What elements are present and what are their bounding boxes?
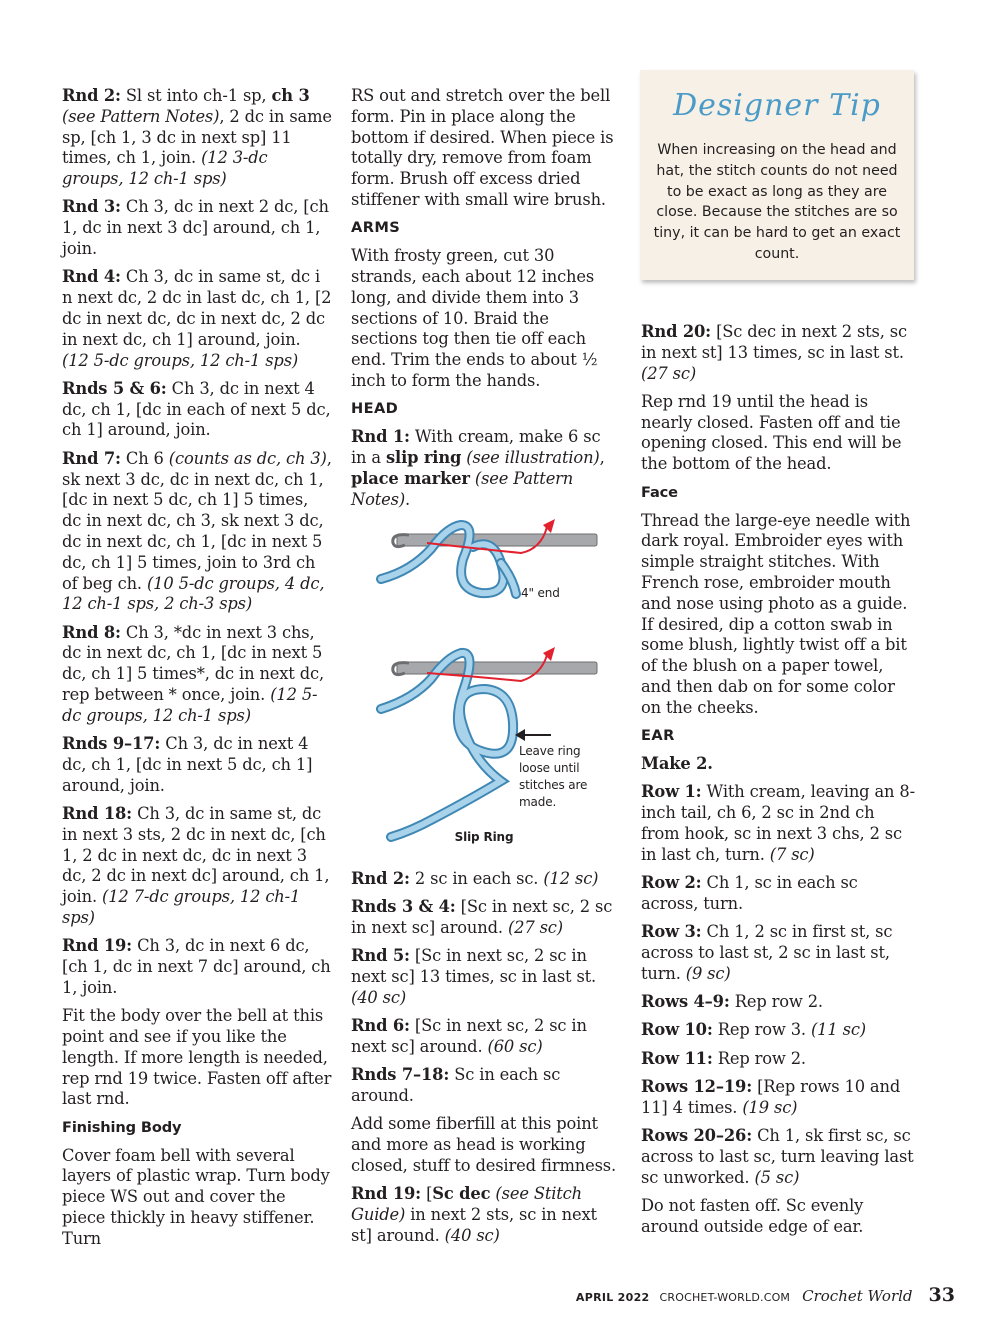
bold-run: Row 3: — [641, 922, 702, 942]
instruction-paragraph — [351, 1016, 617, 1058]
instruction-paragraph — [641, 782, 917, 865]
text-run: Ch 3, dc in next 2 dc, [ch 1, dc in next 3 dc] around, ch 1, join. — [62, 197, 329, 259]
bold-run: Rnds 3 & 4: — [351, 896, 456, 916]
text-run: Ch 6 — [120, 448, 169, 468]
italic-run: (12 5-dc groups, 12 ch-1 sps) — [62, 685, 318, 725]
instruction-paragraph — [351, 897, 617, 939]
bold-run: Rnd 6: — [351, 1015, 410, 1035]
text-run: [Rep rows 10 and 11] 4 times. — [641, 1076, 901, 1117]
designer-tip-title: Designer Tip — [673, 88, 881, 123]
instruction-paragraph — [641, 992, 917, 1013]
instruction-paragraph — [641, 1196, 917, 1238]
instruction-paragraph — [62, 86, 332, 190]
page-footer — [576, 1284, 955, 1306]
instruction-paragraph — [62, 936, 332, 998]
text-run: [Sc in next sc, 2 sc in next sc] around. — [351, 896, 613, 937]
italic-run: (see illustration) — [466, 448, 600, 468]
text-run: , — [599, 448, 605, 468]
text-run: With frosty green, cut 30 strands, each about 12 inches long, and divide them into 3 sections of 10. Braid the sections tog then tie off each end. Trim the ends to about ½ inch to form the hands. — [351, 246, 598, 391]
footer-site: CROCHET-WORLD.COM — [659, 1291, 791, 1304]
text-run: Thread the large-eye needle with dark royal. Embroider eyes with simple straight stitches. With French rose, embroider mouth and nose using photo as a guide. If desired, dip a cotton swab in some blush, lightly twist off a bit of the blush on a paper towel, and then dab on for some color on the cheeks. — [641, 510, 911, 717]
bold-run: Rnd 20: — [641, 322, 712, 341]
bold-run: ch 3 — [271, 86, 310, 105]
italic-run: (9 sc) — [685, 963, 731, 983]
bold-run: Row 2: — [641, 873, 702, 893]
bold-run: Row 10: — [641, 1020, 713, 1040]
italic-run: (12 5-dc groups, 12 ch-1 sps) — [62, 350, 299, 370]
bold-run: Rnds 5 & 6: — [62, 378, 167, 398]
text-run: , sk next 3 dc, dc in next dc, ch 1, [dc in next 5 dc, ch 1] 5 times, dc in next dc, ch 3, sk next 3 dc, dc in next dc, ch 1, [dc in next 5 dc, ch 1] 5 times, join to 3rd ch of beg ch. — [62, 448, 332, 593]
text-run: [ — [421, 1183, 433, 1203]
instruction-paragraph — [351, 1065, 617, 1107]
instruction-paragraph — [62, 1006, 332, 1110]
instruction-paragraph — [351, 86, 617, 211]
label-leave-ring-4: made. — [519, 794, 557, 809]
bold-run: Rnd 19: — [351, 1183, 422, 1203]
column-3 — [641, 322, 917, 1245]
text-run: . — [405, 489, 411, 509]
italic-run: (see Pattern Notes) — [62, 106, 220, 126]
bold-run: Rnd 1: — [351, 427, 410, 447]
italic-run: (12 sc) — [543, 868, 599, 888]
text-run: With cream, leaving an 8-inch tail, ch 6, 2 sc in 2nd ch from hook, sc in next 3 chs, 2 sc in last ch, turn. — [641, 782, 915, 864]
italic-run: (12 7-dc groups, 12 ch-1 sps) — [62, 887, 301, 927]
text-run: Rep row 2. — [729, 992, 823, 1012]
italic-run: (12 3-dc groups, 12 ch-1 sps) — [62, 148, 268, 189]
text-run: Rep row 2. — [712, 1048, 806, 1068]
instruction-paragraph — [641, 922, 917, 984]
text-run: Sl st into ch-1 sp, — [120, 86, 272, 105]
bold-run: Row 1: — [641, 782, 702, 802]
bold-run: Rows 4–9: — [641, 992, 730, 1012]
instruction-paragraph — [62, 734, 332, 796]
bold-run: Rnds 9–17: — [62, 734, 161, 754]
text-run: RS out and stretch over the bell form. Pin in place along the bottom if desired. When piece is totally dry, remove from foam form. Brush off excess dried stiffener with small wire brush. — [351, 86, 614, 209]
italic-run: (see Pattern Notes) — [351, 468, 574, 509]
instruction-paragraph — [62, 197, 332, 259]
italic-run: (counts as dc, ch 3) — [168, 448, 327, 468]
label-leave-ring-3: stitches are — [519, 777, 588, 792]
italic-run: (60 sc) — [487, 1036, 543, 1056]
label-leave-ring-2: loose until — [519, 760, 580, 775]
text-run: Ch 1, 2 sc in first st, sc across to last st, 2 sc in last st, turn. — [641, 922, 893, 983]
bold-run: Rnds 7–18: — [351, 1064, 450, 1084]
text-run: Ch 3, dc in next 4 dc, ch 1, [dc in next 5 dc, ch 1] around, join. — [62, 734, 313, 795]
instruction-paragraph — [641, 511, 917, 719]
label-leave-ring-1: Leave ring — [519, 743, 581, 758]
instruction-paragraph — [641, 392, 917, 475]
bold-run: place marker — [351, 468, 470, 488]
text-run: [Sc dec in next 2 sts, sc in next st] 13 times, sc in last st. — [641, 322, 907, 362]
text-run: Ch 1, sc in each sc across, turn. — [641, 873, 858, 913]
text-run: Ch 1, sk first sc, sc across to last sc, turn leaving last sc unworked. — [641, 1126, 914, 1187]
italic-run: (see Stitch Guide) — [351, 1183, 582, 1224]
instruction-paragraph — [641, 1049, 917, 1070]
bold-run: Make 2. — [641, 754, 713, 774]
column-1 — [62, 86, 332, 1257]
text-run: , 2 dc in same sp, [ch 1, 3 dc in next sp] 11 times, ch 1, join. — [62, 106, 332, 168]
slip-ring-diagram — [351, 519, 617, 859]
designer-tip-body: When increasing on the head and hat, the stitch counts do not need to be exact as long as they are close. Because the stitches are so tiny, it can be hard to get an exact count. — [653, 142, 901, 262]
instruction-paragraph — [641, 873, 917, 915]
text-run: Ch 3, dc in same st, dc i n next dc, 2 dc in last dc, ch 1, [2 dc in next dc, dc in next dc, 2 dc in next dc, ch 1] around, join. — [62, 267, 332, 349]
section-heading: Face — [641, 483, 678, 501]
section-heading: ARMS — [351, 219, 401, 237]
bold-run: Sc dec — [432, 1183, 491, 1203]
section-heading: HEAD — [351, 400, 399, 418]
slip-ring-illustration — [351, 519, 617, 859]
designer-tip-box — [640, 70, 914, 280]
instruction-paragraph — [641, 322, 917, 384]
bold-run: Rnd 4: — [62, 267, 121, 287]
instruction-paragraph — [351, 1114, 617, 1176]
section-heading: Finishing Body — [62, 1118, 182, 1136]
bold-run: Rows 12–19: — [641, 1076, 753, 1096]
italic-run: (11 sc) — [810, 1020, 867, 1040]
page-number: 33 — [928, 1284, 955, 1306]
text-run: Add some fiberfill at this point and more as head is working closed, stuff to desired firmness. — [351, 1114, 617, 1175]
text-run: Fit the body over the bell at this point and see if you like the length. If more length is needed, rep rnd 19 twice. Fasten off after last rnd. — [62, 1006, 332, 1109]
label-4-inch-end: 4" end — [521, 585, 560, 600]
bold-run: Rnd 2: — [62, 86, 121, 105]
instruction-paragraph — [62, 449, 332, 615]
instruction-paragraph — [351, 946, 617, 1008]
italic-run: (40 sc) — [444, 1225, 500, 1245]
italic-run: (27 sc) — [641, 363, 697, 383]
bold-run: Rnd 7: — [62, 448, 121, 468]
bold-run: Rnd 3: — [62, 197, 121, 217]
column-2-top — [351, 86, 617, 511]
column-2 — [351, 86, 617, 1254]
text-run: Sc in each sc around. — [351, 1064, 561, 1105]
bold-run: Rnd 2: — [351, 868, 410, 888]
text-run: [Sc in next sc, 2 sc in next sc] around. — [351, 1015, 587, 1056]
instruction-paragraph — [351, 869, 617, 890]
section-heading: EAR — [641, 727, 675, 745]
text-run: Ch 3, *dc in next 3 chs, dc in next dc, ch 1, [dc in next 5 dc, ch 1] 5 times*, dc in next dc, rep between * once, join. — [62, 622, 324, 705]
bold-run: Row 11: — [641, 1048, 713, 1068]
italic-run: (5 sc) — [754, 1167, 800, 1187]
text-run: Rep rnd 19 until the head is nearly closed. Fasten off and tie opening closed. This end will be the bottom of the head. — [641, 391, 902, 474]
bold-run: Rnd 19: — [62, 936, 133, 956]
italic-run: (19 sc) — [742, 1097, 798, 1117]
bold-run: Rows 20–26: — [641, 1126, 753, 1145]
bold-run: Rnd 5: — [351, 945, 410, 965]
instruction-paragraph — [62, 623, 332, 727]
italic-run: (40 sc) — [351, 987, 407, 1007]
instruction-paragraph — [62, 267, 332, 371]
illustration-caption: Slip Ring — [454, 829, 514, 844]
text-run: 2 sc in each sc. — [409, 868, 544, 888]
instruction-paragraph — [641, 1077, 917, 1119]
bold-run: slip ring — [386, 448, 462, 468]
footer-magazine: Crochet World — [802, 1287, 913, 1305]
instruction-paragraph — [62, 379, 332, 441]
instruction-paragraph — [351, 427, 617, 510]
text-run: in next 2 sts, sc in next st] around. — [351, 1204, 597, 1245]
crochet-hook-bottom — [393, 662, 597, 675]
footer-issue: APRIL 2022 — [575, 1291, 650, 1304]
instruction-paragraph — [351, 246, 617, 392]
text-run: Do not fasten off. Sc evenly around outside edge of ear. — [641, 1195, 864, 1236]
instruction-paragraph — [62, 1146, 332, 1250]
instruction-paragraph — [641, 754, 917, 775]
bold-run: Rnd 18: — [62, 804, 133, 823]
text-run: Ch 3, dc in next 6 dc, [ch 1, dc in next 7 dc] around, ch 1, join. — [62, 936, 331, 997]
bold-run: Rnd 8: — [62, 622, 121, 642]
italic-run: (7 sc) — [769, 844, 815, 864]
text-run: [Sc in next sc, 2 sc in next sc] 13 times, sc in last st. — [351, 945, 597, 986]
instruction-paragraph — [351, 1184, 617, 1246]
text-run: Ch 3, dc in next 4 dc, ch 1, [dc in each of next 5 dc, ch 1] around, join. — [62, 378, 331, 440]
column-2-bottom — [351, 869, 617, 1247]
italic-run: (27 sc) — [507, 917, 563, 937]
text-run: Ch 3, dc in same st, dc in next 3 sts, 2 dc in next dc, [ch 1, 2 dc in next dc, dc in next 3 dc, 2 dc in next dc] around, ch 1, join. — [62, 804, 330, 907]
yarn-bottom — [381, 652, 513, 836]
italic-run: (10 5-dc groups, 4 dc, 12 ch-1 sps, 2 ch-3 sps) — [62, 573, 325, 614]
instruction-paragraph — [641, 1126, 917, 1188]
text-run: With cream, make 6 sc in a — [351, 427, 601, 468]
text-run: Rep row 3. — [712, 1020, 811, 1040]
instruction-paragraph — [62, 804, 332, 929]
text-run: Cover foam bell with several layers of plastic wrap. Turn body piece WS out and cover the piece thickly in heavy stiffener. Turn — [62, 1145, 330, 1248]
instruction-paragraph — [641, 1020, 917, 1041]
